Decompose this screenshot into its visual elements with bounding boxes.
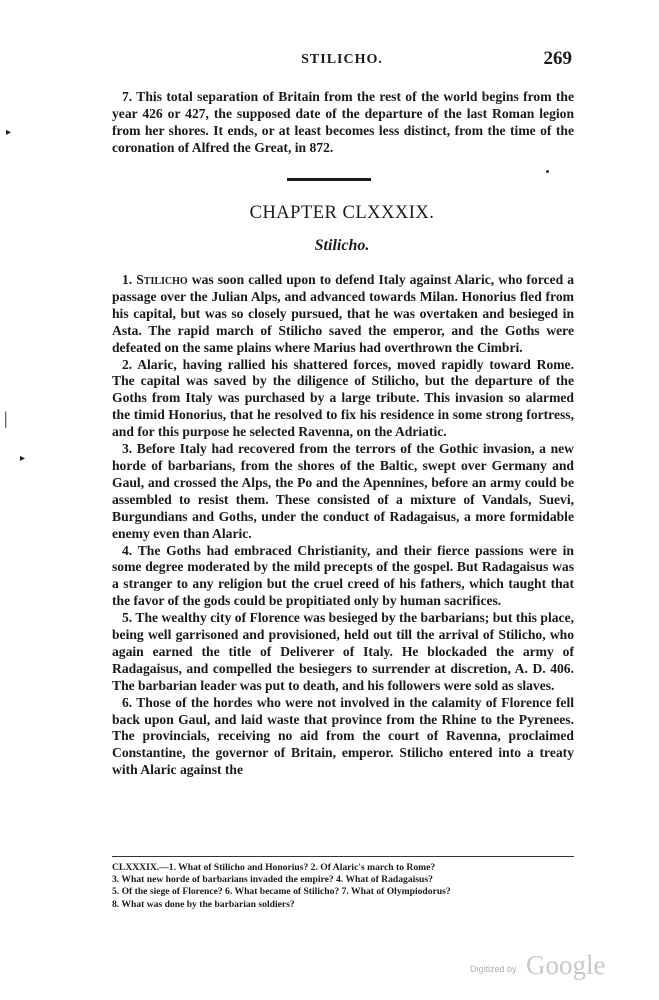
running-head — [112, 48, 572, 76]
previous-chapter-note: 7. This total separation of Britain from the rest of the world begins from the year 426 or 427, the supposed date of the departure of the last Roman legion from her shores. It ends, or at least becomes less distinct, from the time of the coronation of Alfred the Great, in 872. — [112, 89, 574, 155]
paragraph-4: 4. The Goths had embraced Christianity, and their fierce passions were in some degree moderated by the mild precepts of the gospel. But Radagaisus was a stranger to any religion but the cruel creed of his fathers, which taught that the favor of the gods could be propitiated only by human sacrifices. — [112, 542, 574, 609]
page-number: 269 — [543, 48, 572, 69]
margin-mark: ▸ — [6, 127, 12, 138]
paragraph-2: 2. Alaric, having rallied his shattered forces, moved rapidly toward Rome. The capital was saved by the diligence of Stilicho, but the departure of the Goths from Italy was purchased by a large tribute. This invasion so alarmed the timid Honorius, that he resolved to fix his residence in some strong fortress, and for this purpose he selected Ravenna, on the Adriatic. — [112, 356, 574, 440]
paragraph-3: 3. Before Italy had recovered from the terrors of the Gothic invasion, a new horde of barbarians, from the shores of the Baltic, swept over Germany and Gaul, and crossed the Alps, the Po and the Apennines, before an army could be assembled to resist them. These consisted of a mixture of Vandals, Suevi, Burgundians and Goths, under the conduct of Radagaisus, a more formidable enemy even than Alaric. — [112, 441, 574, 541]
section-divider-rule — [287, 178, 371, 181]
chapter-subtitle: Stilicho. — [314, 237, 370, 254]
paragraph-1 — [112, 272, 574, 357]
question-line: 3. What new horde of barbarians invaded the empire? 4. What of Radagaisus? — [112, 874, 433, 886]
chapter-body — [112, 272, 574, 779]
question-line: CLXXXIX.—1. What of Stilicho and Honorius? 2. Of Alaric's march to Rome? — [112, 862, 436, 873]
question-line: 8. What was done by the barbarian soldiers? — [112, 898, 295, 910]
stray-dot — [546, 170, 549, 173]
digitized-watermark — [470, 950, 645, 990]
paragraph-5: 5. The wealthy city of Florence was besieged by the barbarians; but this place, being well garrisoned and provisioned, held out till the arrival of Stilicho, who again earned the title of Deliverer of Italy. He blockaded the army of Radagaisus, and compelled the besiegers to surrender at discretion, A. D. 406. The barbarian leader was put to death, and his followers were sold as slaves. — [112, 610, 574, 693]
running-title: STILICHO. — [301, 52, 383, 67]
paragraph-6: 6. Those of the hordes who were not involved in the calamity of Florence fell back upon Gaul, and laid waste that province from the Rhine to the Pyrenees. The provincials, receiving no aid from the court of Ravenna, proclaimed Constantine, the governor of Britain, emperor. Stilicho entered into a treaty with Alaric against the — [112, 694, 574, 778]
paragraph-smallcaps: Stilicho — [136, 272, 188, 287]
study-questions — [112, 862, 582, 911]
paragraph-text: was soon called upon to defend Italy against Alaric, who forced a passage over the Julian Alps, and advanced towards Milan. Honorius fled from his capital, but was so closely pursued, that he was overtaken and besieged in Asta. The rapid march of Stilicho saved the emperor, and the Goths were defeated on the same plains where Marius had overthrown the Cimbri. — [112, 272, 574, 355]
footnote-rule — [112, 856, 574, 857]
watermark-prefix: Digitized by — [470, 964, 517, 974]
chapter-title: CHAPTER CLXXXIX. — [249, 203, 435, 223]
margin-bar-mark: | — [4, 408, 8, 428]
google-logo: Google — [526, 950, 606, 980]
question-line: 5. Of the siege of Florence? 6. What became of Stilicho? 7. What of Olympiodorus? — [112, 886, 451, 898]
paragraph-lead: 1. — [122, 272, 137, 287]
margin-arrow-mark: ▸ — [20, 453, 26, 464]
